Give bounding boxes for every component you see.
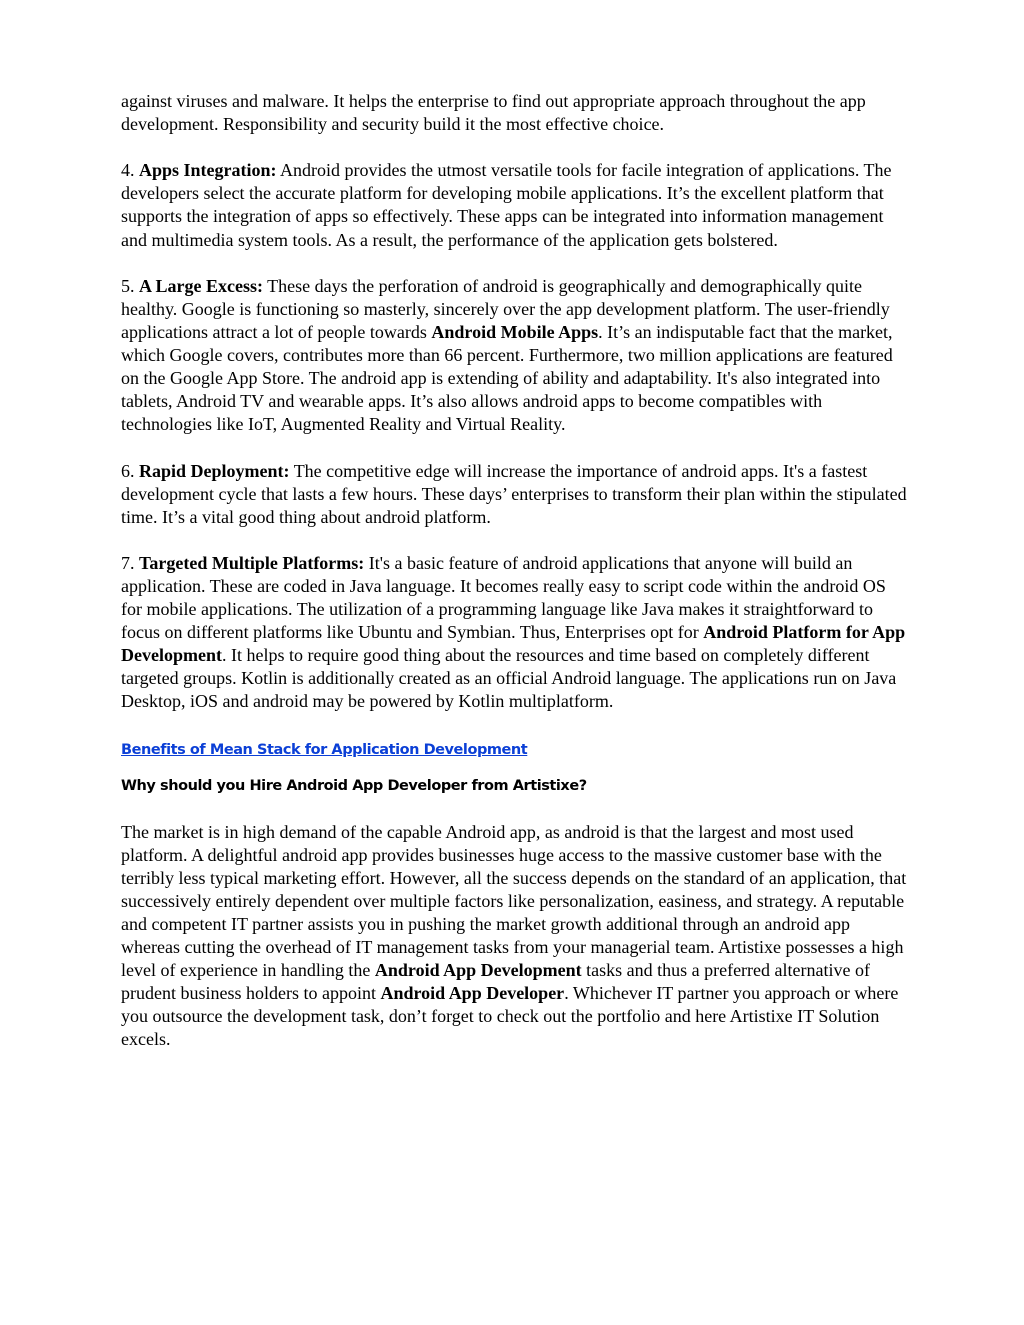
closing-paragraph: [121, 821, 911, 1052]
section-subheading: Why should you Hire Android App Developer from Artistixe?: [121, 777, 587, 794]
point-5-body-after: . It’s an indisputable fact that the market, which Google covers, contributes more than 66 percent. Furthermore, two million applications are featured on the Google App Store. The android app is extending of ability and adaptability. It's also integrated into tablets, Android TV and wearable apps. It’s also allows android apps to become compatibles with technologies like IoT, Augmented Reality and Virtual Reality.: [121, 321, 893, 435]
closing-text-3: . Whichever IT partner you approach or where you outsource the development task, don’t forget to check out the portfolio and here Artistixe IT Solution excels.: [121, 983, 899, 1050]
point-7-body-before: It's a basic feature of android applications that anyone will build an application. These are coded in Java language. It becomes really easy to script code within the android OS for mobile applications. The utilization of a programming language like Java makes it straightforward to focus on different platforms like Ubuntu and Symbian. Thus, Enterprises opt for: [121, 552, 886, 643]
point-4-number: 4.: [121, 160, 139, 181]
intro-text: against viruses and malware. It helps the enterprise to find out appropriate approach throughout the app development. Responsibility and security build it the most effective choice.: [121, 91, 866, 135]
point-5-number: 5.: [121, 275, 139, 296]
closing-text-1: The market is in high demand of the capable Android app, as android is that the largest and most used platform. A delightful android app provides businesses huge access to the massive customer base with the terribly less typical marketing effort. However, all the success depends on the standard of an application, that successively entirely dependent over multiple factors like personalization, easiness, and strategy. A reputable and competent IT partner assists you in pushing the market growth additional through an android app whereas cutting the overhead of IT management tasks from your managerial team. Artistixe possesses a high level of experience in handling the: [121, 821, 907, 981]
mean-stack-benefits-link[interactable]: Benefits of Mean Stack for Application Development: [121, 741, 528, 758]
point-4-paragraph: [121, 159, 911, 251]
closing-bold-2: Android App Developer: [380, 983, 565, 1004]
point-6-body: The competitive edge will increase the importance of android apps. It's a fastest development cycle that lasts a few hours. These days’ enterprises to transform their plan within the stipulated time. It’s a vital good thing about android platform.: [121, 460, 907, 527]
point-7-bold-phrase: Android Platform for App Development: [121, 622, 906, 666]
point-4-body: Android provides the utmost versatile tools for facile integration of applications. The developers select the accurate platform for developing mobile applications. It’s the excellent platform that supports the integration of apps so effectively. These apps can be integrated into information management and multimedia system tools. As a result, the performance of the application gets bolstered.: [121, 160, 892, 250]
point-7-paragraph: [121, 552, 911, 714]
point-5-body-before: These days the perforation of android is geographically and demographically quite healthy. Google is functioning so masterly, sincerely over the app development platform. The user-friendly applications attract a lot of people towards: [121, 275, 890, 342]
point-7-heading: Targeted Multiple Platforms:: [139, 552, 365, 573]
point-4-heading: Apps Integration:: [139, 160, 277, 181]
closing-bold-1: Android App Development: [374, 960, 582, 981]
point-6-heading: Rapid Deployment:: [139, 460, 290, 481]
point-7-number: 7.: [121, 552, 139, 573]
point-5-heading: A Large Excess:: [139, 275, 263, 296]
intro-paragraph: [121, 90, 911, 136]
point-7-body-after: . It helps to require good thing about the resources and time based on completely different targeted groups. Kotlin is additionally created as an official Android language. The applications run on Java Desktop, iOS and android may be powered by Kotlin multiplatform.: [121, 645, 897, 712]
document-page: [121, 90, 911, 1075]
point-5-bold-phrase: Android Mobile Apps: [431, 321, 599, 342]
closing-text-2: tasks and thus a preferred alternative of prudent business holders to appoint: [121, 960, 870, 1004]
point-6-paragraph: [121, 460, 911, 529]
point-5-paragraph: [121, 275, 911, 437]
point-6-number: 6.: [121, 460, 139, 481]
